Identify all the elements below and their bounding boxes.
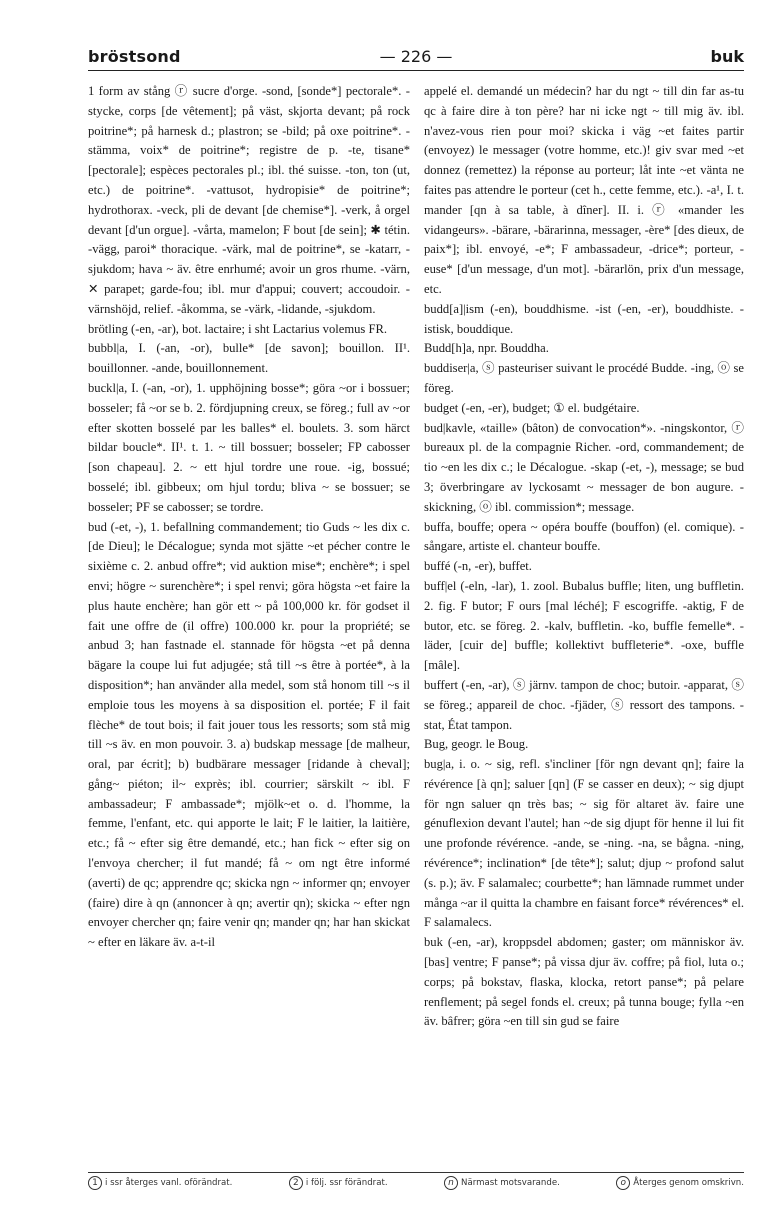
footnote-text: Närmast motsvarande. [461, 1178, 560, 1188]
dictionary-entry: bud|kavle, «taille» (bâton) de convocation*». -ningskontor, ⓡ bureaux pl. de la compagnie Richer. -ord, commandement; de tio ~en les dix c.; le Décalogue. -skap (-et, -), message; se bud 3; överbringare av lyckosamt ~ messager de bon augure. -skickning, ⓞ ibl. commission*; message. [424, 420, 744, 514]
dictionary-entry: buffé (-n, -er), buffet. [424, 559, 532, 574]
left-column [88, 82, 410, 953]
dictionary-entry: Budd[h]a, npr. Bouddha. [424, 341, 549, 356]
dictionary-entry: budd[a]|ism (-en), bouddhisme. -ist (-en, -er), bouddhiste. -istisk, bouddique. [424, 301, 744, 336]
dictionary-entry: buddiser|a, ⓢ pasteuriser suivant le procédé Budde. -ing, ⓞ se föreg. [424, 361, 744, 395]
footnote-text: Återges genom omskrivn. [633, 1178, 744, 1188]
footnote-text: i ssr återges vanl. oförändrat. [105, 1178, 233, 1188]
header-guide-word-right: buk [710, 47, 744, 66]
footnote-text: i följ. ssr förändrat. [305, 1178, 388, 1188]
dictionary-entry: budget (-en, -er), budget; ① el. budgétaire. [424, 400, 640, 415]
dictionary-entry: brötling (-en, -ar), bot. lactaire; i sht Lactarius volemus FR. [88, 321, 388, 336]
footnote-o [616, 1176, 744, 1196]
dictionary-entry: Bug, geogr. le Boug. [424, 737, 529, 752]
footnote-2 [289, 1176, 388, 1196]
dictionary-entry: 1 form av stång ⓡ sucre d'orge. -sond, [sonde*] pectorale*. -stycke, corps [de vêtement]; på väst, skjorta devant; på rock poitrine*; på harnesk d.; plastron; se -bild; på oxe poitrine*. -stämma, voix* de poitrine*; registre de p. -te, tisane* [pectorale]; espèces pectorales pl.; ibl. thé suisse. -ton, ton (ut, etc.) de poitrine*. -vattusot, hydropisie* de poitrine*; hydrothorax. -veck, pli de devant [de chemise*]. -verk, å orgel devant [d'un orgue]. -vårta, mamelon; F bout [de sein]; ✱ tétin. -vägg, paroi* thoracique. -värk, mal de poitrine*, se -katarr, -sjukdom; hava ~ äv. être enrhumé; avoir un gros rhume. -värn, ✕ parapet; garde-fou; ibl. mur d'appui; couvert; accoudoir. -värnshöjd, relief. -åkomma, se -värk, -lidande, -sjukdom. [88, 84, 410, 316]
footnote-n [444, 1176, 560, 1196]
footnote-legend [88, 1172, 744, 1196]
right-column [424, 82, 744, 1032]
header-guide-word-left: bröstsond [88, 47, 181, 66]
dictionary-entry: buff|el (-eln, -lar), 1. zool. Bubalus buffle; liten, ung buffletin. 2. fig. F butor; F ours [mal léché]; F escogriffe. -aktig, F de butor, etc. se föreg. 2. -kalv, buffletin. -ko, buffle femelle*. -läder, [cuir de] buffle; kollektivt buffleterie*. -oxe, buffle [mâle]. [424, 578, 744, 673]
dictionary-entry: buffert (-en, -ar), ⓢ järnv. tampon de choc; butoir. -apparat, ⓢ se föreg.; appareil de choc. -fjäder, ⓢ ressort des tampons. -stat, État tampon. [424, 677, 744, 732]
circled-n-icon: n [444, 1176, 458, 1190]
dictionary-entry: buk (-en, -ar), kroppsdel abdomen; gaster; om människor äv. [bas] ventre; F panse*; på vissa djur äv. coffre; på fiol, luta o.; corps; på bokstav, flaska, klocka, retort panse*; på pelare renflement; på segel fonds el. creux; på tunna bouge; fylla ~en äv. bâfrer; göra ~en till sin gud se faire [424, 935, 744, 1029]
circled-2-icon: 2 [289, 1176, 303, 1190]
page-header [88, 44, 744, 71]
dictionary-entry: bubbl|a, I. (-an, -or), bulle* [de savon]; bouillon. II¹. bouillonner. -ande, bouillonnement. [88, 341, 410, 376]
dictionary-entry: appelé el. demandé un médecin? har du ngt ~ till din far as-tu qc à faire dire à ton père? har ni icke ngt ~ till mig äv. ibl. n'avez-vous rien pour moi? skicka i väg ~et faites partir (envoyez) le messager (votre homme, etc.)! giv svar med ~et donnez (remettez) la réponse au porteur; låt inte ~et vänta ne faites pas attendre le porteur (cet h., cette femme, etc.). -a¹, I. t. mander [qn à sa table, à dîner]. II. i. ⓡ «mander les vidangeurs». -bärare, -bärarinna, messager, -ère* [des dieux, de paix*]; ibl. envoyé, -e*; F ambassadeur, -drice*; porteur, -euse* [d'un message, d'un mot]. -bärarlön, prix d'un message, etc. [424, 84, 744, 296]
dictionary-entry: bud (-et, -), 1. befallning commandement; tio Guds ~ les dix c. [de Dieu]; le Décalogue; synda mot sjätte ~et pécher contre le sixième c. 2. anbud offre*; vid auktion mise*; enchère*; i spel envi; högre ~ surenchère*; i spel renvi; göra högsta ~et faire la plus haute enchère; han gör ett ~ på 100,000 kr. för godset il fait une offre de (il offre) 100.000 kr. pour la propriété; se anbud 3; han fastnade el. stannade för högsta ~et på denna bägare la coupe lui fut adjugée; stå till ~s être à portée*, à la disposition*; han använder alla medel, som stå honom till ~s il emploie tous les moyens à sa disposition el. portée; F il fait flèche* de tout bois; il fait jouer tous les ressorts; som stå mig till ~s äv. en mon pouvoir. 3. a) budskap message [de malheur, oral, par écrit]; b) budbärare messager [ridande à cheval]; gång~ piéton; il~ exprès; ibl. courrier; särskilt ~ ibl. F ambassadeur; F ambassade*; mjölk~et o. d. l'homme, la femme, l'enfant, etc. qui apporte le lait; F le laitier, la laitière, etc.; få ~ efter sig être demandé, etc.; han fick ~ efter sig on l'envoya chercher; il fut mandé; få ~ om ngt être informé (averti) de qc; apprendre qc; skicka ngn ~ informer qn; envoyer (faire) dire à qn (annoncer à qn; avertir qn); skicka ~ efter ngn envoyer chercher qn; faire venir qn; mander qn; har han skickat ~ efter en läkare äv. a-t-il [88, 519, 410, 950]
page-number: — 226 — [379, 47, 453, 66]
footnote-1 [88, 1176, 232, 1196]
dictionary-entry: buffa, bouffe; opera ~ opéra bouffe (bouffon) (el. comique). -sångare, artiste el. chanteur bouffe. [424, 519, 744, 554]
dictionary-entry: buckl|a, I. (-an, -or), 1. upphöjning bosse*; göra ~or i bossuer; bosseler; få ~or se b. 2. fördjupning creux, se föreg.; full av ~or efter skotten bosselé par les balles* el. boulets. 3. som härct bildar boucle*. II¹. t. 1. ~ till bossuer; bosseler; FP cabosser [son chapeau]. 2. ~ ett hjul tordre une roue. -ig, bossué; bosselé; ibl. gibbeux; om hjul tordu; bliva ~ se bossuer; se bosseler; PF se cabosser; se tordre. [88, 380, 410, 514]
dictionary-entry: bug|a, i. o. ~ sig, refl. s'incliner [för ngn devant qn]; faire la révérence [à qn]; saluer [qn] (F se casser en deux); ~ sig djupt för ngn saluer qn très bas; ~ sig för altaret äv. faire une génuflexion devant l'autel; han ~de sig djupt för henne il lui fit une profonde révérence. -ande, se -ning. -na, se bågna. -ning, révérence*; inclination* [de tête*]; salut; djup ~ profond salut (s. p.); äv. F salamalec; courbette*; han lämnade rummet under många ~ar il quitta la chambre en faisant force* révérences* el. F salamalecs. [424, 757, 744, 930]
circled-1-icon: 1 [88, 1176, 102, 1190]
circled-o-icon: o [616, 1176, 630, 1190]
